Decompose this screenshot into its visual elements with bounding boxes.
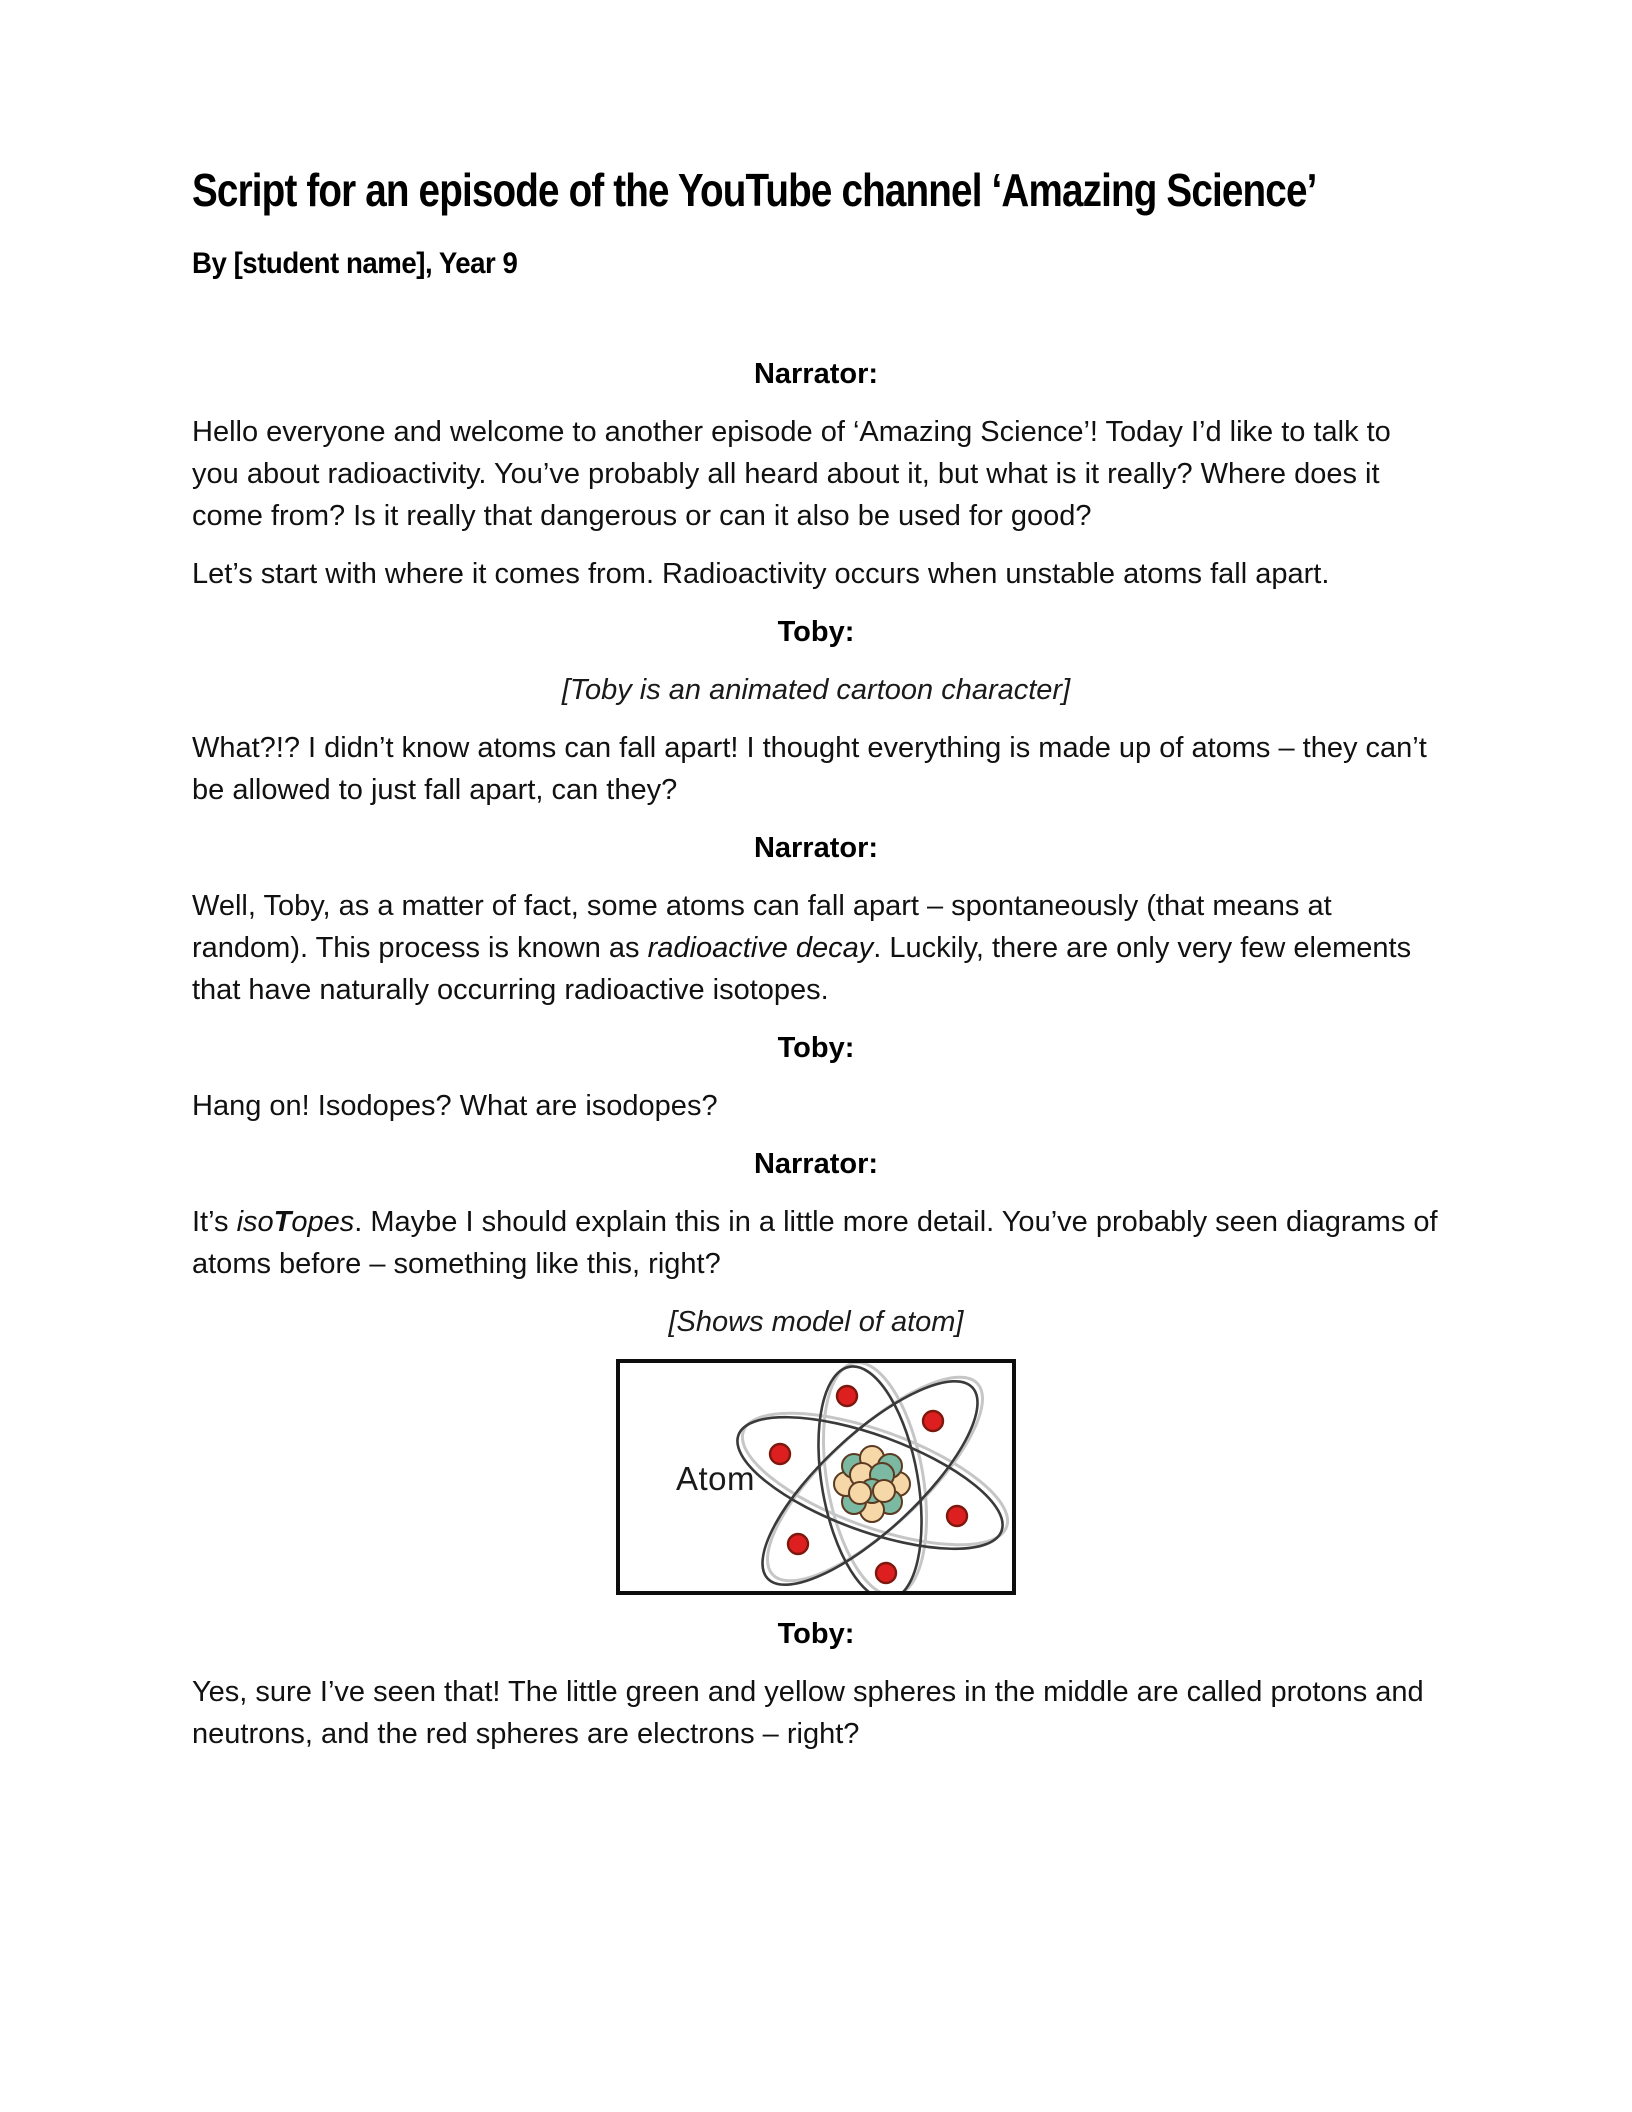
dialogue-text-italic: radioactive decay xyxy=(647,932,874,965)
document-byline: By [student name], Year 9 xyxy=(192,247,518,281)
dialogue-toby-1: What?!? I didn’t know atoms can fall apart! I thought everything is made up of atoms – they can’t be allowed to just fall apart, can they? xyxy=(192,732,1427,807)
atom-figure-label: Atom xyxy=(676,1460,756,1498)
speaker-heading-toby: Toby: xyxy=(777,1032,855,1065)
dialogue-text: It’s xyxy=(192,1206,237,1239)
dialogue-narrator-2 xyxy=(192,885,1440,1011)
speaker-heading-toby: Toby: xyxy=(777,1618,855,1651)
dialogue-text: . Maybe I should explain this in a little more detail. You’ve probably seen diagrams of atoms before – something like this, right? xyxy=(192,1206,1438,1281)
atom-figure xyxy=(616,1359,1016,1595)
stage-direction-toby-intro: [Toby is an animated cartoon character] xyxy=(561,674,1071,707)
dialogue-toby-3: Yes, sure I’ve seen that! The little green and yellow spheres in the middle are called protons and neutrons, and the red spheres are electrons – right? xyxy=(192,1676,1424,1751)
dialogue-narrator-1a: Hello everyone and welcome to another episode of ‘Amazing Science’! Today I’d like to talk to you about radioactivity. You’ve probably all heard about it, but what is it really? Where does it come from? Is it really that dangerous or can it also be used for good? xyxy=(192,416,1391,533)
dialogue-text: Well, Toby, as a matter of fact, some atoms can fall apart – spontaneously (that means at random). This process is known as xyxy=(192,890,1332,965)
speaker-heading-narrator: Narrator: xyxy=(753,1148,879,1181)
dialogue-text-italic: iso xyxy=(236,1206,274,1239)
dialogue-text: . Luckily, there are only very few elements that have naturally occurring radioactive isotopes. xyxy=(192,932,1412,1007)
dialogue-text-bold-italic: T xyxy=(273,1206,292,1239)
speaker-heading-narrator: Narrator: xyxy=(753,832,879,865)
speaker-heading-narrator: Narrator: xyxy=(753,358,879,391)
dialogue-text-italic: opes xyxy=(291,1206,355,1239)
speaker-heading-toby: Toby: xyxy=(777,616,855,649)
nucleus-icon xyxy=(834,1446,910,1522)
document-title: Script for an episode of the YouTube channel ‘Amazing Science’ xyxy=(192,164,1317,216)
dialogue-narrator-3 xyxy=(192,1201,1440,1285)
stage-direction-atom-model: [Shows model of atom] xyxy=(668,1306,964,1339)
dialogue-toby-2: Hang on! Isodopes? What are isodopes? xyxy=(192,1090,718,1123)
dialogue-narrator-1b: Let’s start with where it comes from. Radioactivity occurs when unstable atoms fall apart. xyxy=(192,558,1330,591)
